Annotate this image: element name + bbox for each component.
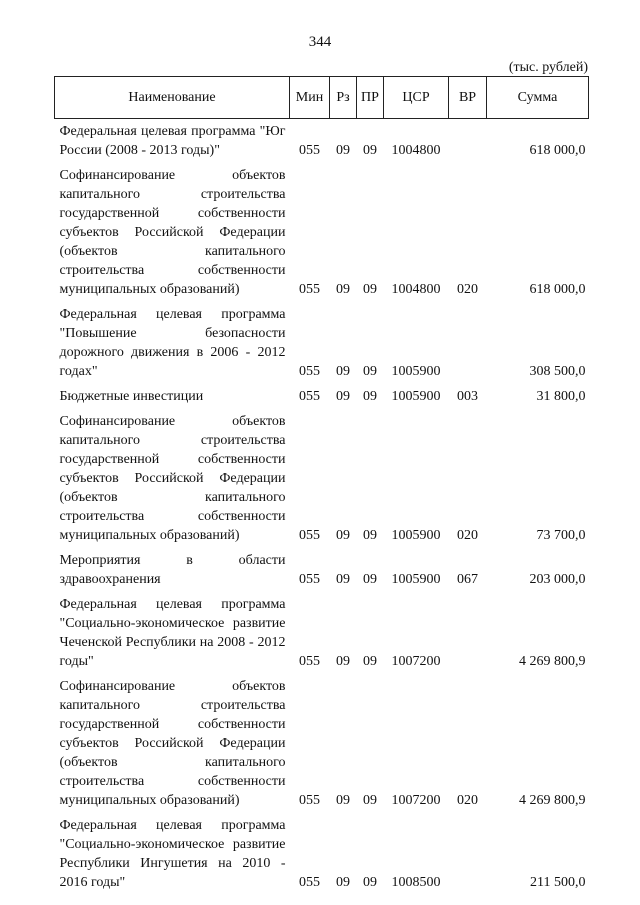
cell-sum: 308 500,0 <box>529 364 586 379</box>
cell-vr <box>449 302 487 384</box>
header-csr: ЦСР <box>384 77 449 119</box>
cell-sum: 618 000,0 <box>529 282 586 297</box>
cell-rz: 09 <box>336 654 350 669</box>
cell-name: Федеральная целевая программа "Повышение безопасности дорожного движения в 2006 - 2012 годах" <box>59 307 286 379</box>
cell-sum: 203 000,0 <box>529 572 586 587</box>
table-body <box>55 119 589 896</box>
cell-sum: 4 269 800,9 <box>519 654 586 669</box>
table-row <box>55 813 589 895</box>
cell-min: 055 <box>299 572 320 587</box>
cell-min: 055 <box>299 654 320 669</box>
cell-name: Бюджетные инвестиции <box>59 389 204 404</box>
table-row <box>55 592 589 674</box>
cell-pr: 09 <box>363 875 377 890</box>
cell-csr: 1007200 <box>391 793 441 808</box>
cell-vr <box>449 119 487 164</box>
cell-csr: 1004800 <box>391 282 441 297</box>
budget-table <box>54 76 589 895</box>
cell-csr: 1007200 <box>391 654 441 669</box>
cell-min: 055 <box>299 793 320 808</box>
cell-min: 055 <box>299 875 320 890</box>
cell-vr: 020 <box>457 793 478 808</box>
cell-rz: 09 <box>336 875 350 890</box>
cell-name: Федеральная целевая программа "Социально-экономическое развитие Республики Ингушетия на 2010 - 2016 годы" <box>59 818 286 890</box>
page-number: 344 <box>308 34 332 50</box>
header-min: Мин <box>290 77 330 119</box>
table-row <box>55 302 589 384</box>
cell-vr: 020 <box>457 282 478 297</box>
cell-pr: 09 <box>363 143 377 158</box>
cell-vr: 067 <box>457 572 478 587</box>
cell-vr <box>449 592 487 674</box>
cell-vr: 020 <box>457 528 478 543</box>
cell-pr: 09 <box>363 572 377 587</box>
table-row <box>55 119 589 164</box>
cell-name: Софинансирование объектов капитального строительства государственной собственности субъектов Российской Федерации (объектов капитального строительства собственности муниципальных образований) <box>59 679 286 808</box>
header-rz: Рз <box>330 77 357 119</box>
cell-csr: 1005900 <box>391 389 441 404</box>
cell-vr: 003 <box>457 389 478 404</box>
cell-name: Софинансирование объектов капитального строительства государственной собственности субъектов Российской Федерации (объектов капитального строительства собственности муниципальных образований) <box>59 414 286 543</box>
cell-pr: 09 <box>363 282 377 297</box>
cell-name: Софинансирование объектов капитального строительства государственной собственности субъектов Российской Федерации (объектов капитального строительства собственности муниципальных образований) <box>59 168 286 297</box>
cell-rz: 09 <box>336 282 350 297</box>
cell-sum: 211 500,0 <box>530 875 586 890</box>
cell-name: Федеральная целевая программа "Социально-экономическое развитие Чеченской Республики на 2008 - 2012 годы" <box>59 597 286 669</box>
header-name: Наименование <box>55 77 290 119</box>
cell-name: Мероприятия в области здравоохранения <box>59 553 286 587</box>
cell-rz: 09 <box>336 364 350 379</box>
cell-min: 055 <box>299 282 320 297</box>
cell-name: Федеральная целевая программа "Юг России (2008 - 2013 годы)" <box>59 124 286 158</box>
cell-pr: 09 <box>363 389 377 404</box>
cell-rz: 09 <box>336 793 350 808</box>
cell-csr: 1005900 <box>391 528 441 543</box>
cell-pr: 09 <box>363 793 377 808</box>
cell-min: 055 <box>299 528 320 543</box>
cell-pr: 09 <box>363 364 377 379</box>
cell-rz: 09 <box>336 528 350 543</box>
cell-sum: 4 269 800,9 <box>519 793 586 808</box>
table-row <box>55 384 589 409</box>
cell-sum: 73 700,0 <box>536 528 586 543</box>
cell-pr: 09 <box>363 528 377 543</box>
header-sum: Сумма <box>487 77 589 119</box>
table-row <box>55 674 589 813</box>
cell-rz: 09 <box>336 143 350 158</box>
cell-vr <box>449 813 487 895</box>
cell-csr: 1005900 <box>391 364 441 379</box>
cell-min: 055 <box>299 143 320 158</box>
cell-csr: 1008500 <box>391 875 441 890</box>
table-row <box>55 409 589 548</box>
cell-sum: 31 800,0 <box>536 389 586 404</box>
table-row <box>55 163 589 302</box>
units-label: (тыс. рублей) <box>508 60 588 75</box>
table-row <box>55 548 589 592</box>
cell-rz: 09 <box>336 389 350 404</box>
cell-pr: 09 <box>363 654 377 669</box>
cell-rz: 09 <box>336 572 350 587</box>
header-vr: ВР <box>449 77 487 119</box>
cell-csr: 1005900 <box>391 572 441 587</box>
cell-min: 055 <box>299 364 320 379</box>
cell-sum: 618 000,0 <box>529 143 586 158</box>
cell-csr: 1004800 <box>391 143 441 158</box>
header-pr: ПР <box>357 77 384 119</box>
cell-min: 055 <box>299 389 320 404</box>
table-header-row <box>55 77 589 119</box>
